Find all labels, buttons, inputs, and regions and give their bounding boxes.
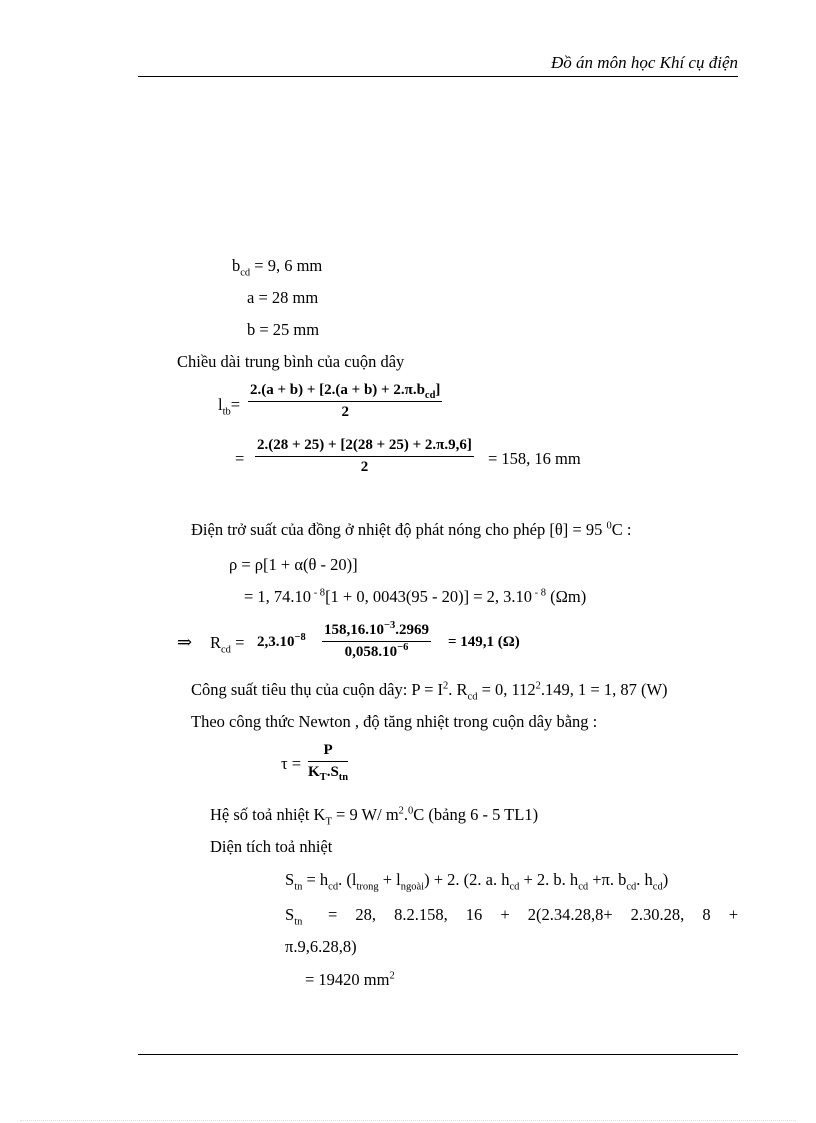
rcd-coef-sup: −8 [294, 632, 306, 643]
area-f-c-sub: ngoài [400, 881, 425, 893]
ltb-formula-fraction [248, 382, 442, 421]
page-header-title: Đồ án môn học Khí cụ điện [551, 53, 738, 72]
ltb-intro: Chiều dài trung bình của cuộn dây [177, 352, 405, 371]
implies-arrow: ⇒ [177, 632, 193, 652]
rcd-denominator [322, 642, 431, 661]
rcd-den-sup: −6 [397, 642, 409, 653]
tau-den-k-sub: T [319, 772, 327, 783]
resist-intro-end: C : [611, 520, 632, 539]
area-f-e-sub: cd [578, 881, 589, 893]
rcd-num-text: 158,16.10 [324, 622, 384, 638]
rho-calc-sup2: - 8 [532, 587, 547, 599]
power-sub: cd [467, 691, 478, 703]
area-f-g-sub: cd [652, 881, 663, 893]
ltb-eq: = [230, 395, 241, 414]
kt-text4: C (bảng 6 - 5 TL1) [413, 805, 539, 824]
area-intro: Diện tích toả nhiệt [210, 837, 333, 856]
rcd-var [210, 633, 245, 656]
rho-calc-sup1: - 8 [311, 587, 326, 599]
rcd-num-end: .2969 [395, 622, 429, 638]
area-f-e: + 2. b. h [519, 870, 579, 889]
area-calc-s-sub: tn [294, 916, 303, 928]
tau-numerator: P [308, 742, 348, 762]
ltb-calc-eq: = [235, 449, 245, 468]
ltb-formula-num-text: 2.(a + b) + [2.(a + b) + 2.π.b [250, 382, 425, 398]
bcd-value: = 9, 6 mm [254, 256, 323, 275]
tau-denominator [308, 762, 348, 781]
kt-line [210, 805, 539, 828]
ltb-formula-num-end: ] [435, 382, 441, 398]
area-f-d-sub: cd [509, 881, 520, 893]
power-line [191, 680, 668, 703]
ltb-formula-num-sub: cd [424, 390, 436, 401]
area-calc-cont: π.9,6.28,8) [285, 937, 357, 956]
tau-fraction [308, 742, 348, 781]
rcd-num-sup: −3 [384, 620, 396, 631]
area-f-b: . (l [338, 870, 357, 889]
rho-calc [244, 587, 586, 607]
area-formula [285, 870, 669, 893]
resist-intro [191, 520, 631, 540]
ltb-formula-denominator: 2 [341, 404, 349, 420]
kt-text3: . [403, 805, 409, 824]
area-result-sup: 2 [389, 970, 395, 982]
header-rule [138, 76, 738, 77]
ltb-result: = 158, 16 mm [488, 449, 581, 468]
area-calc-line: = 28, 8.2.158, 16 + 2(2.34.28,8+ 2.30.28, 8 + [328, 905, 738, 924]
area-f-h: ) [662, 870, 669, 889]
area-f-d: ) + 2. (2. a. h [424, 870, 510, 889]
area-f-a-sub: cd [328, 881, 339, 893]
power-text3: = 0, 112 [477, 680, 536, 699]
kt-sup2: 0 [408, 805, 414, 817]
ltb-symbol: l [218, 395, 223, 414]
rcd-coef-text: 2,3.10 [257, 634, 295, 650]
bcd-line [232, 256, 323, 279]
newton-intro: Theo công thức Newton , độ tăng nhiệt trong cuộn dây bằng : [191, 712, 598, 731]
power-text2: . R [448, 680, 468, 699]
power-sup1: 2 [443, 680, 449, 692]
area-result [305, 970, 395, 990]
area-calc-symbol [285, 905, 303, 928]
area-f-c: + l [378, 870, 401, 889]
power-text1: Công suất tiêu thụ của cuộn dây: P = I [191, 680, 444, 699]
tau-den-s: .S [326, 764, 339, 780]
rcd-den-text: 0,058.10 [344, 644, 398, 660]
ltb-formula-numerator [248, 382, 442, 402]
rcd-sub: cd [221, 644, 231, 656]
ltb-var [218, 395, 241, 418]
rcd-coefficient [257, 634, 306, 651]
resist-intro-sup: 0 [606, 520, 612, 532]
rcd-fraction [322, 622, 431, 661]
bcd-sub: cd [240, 267, 251, 279]
rho-calc-part2: [1 + 0, 0043(95 - 20)] = 2, 3.10 [325, 587, 533, 606]
rcd-symbol: R [210, 633, 222, 652]
ltb-sub: tb [222, 406, 231, 418]
resist-intro-text: Điện trở suất của đồng ở nhiệt độ phát nóng cho phép [θ] = 95 [191, 520, 607, 539]
footer-rule [138, 1054, 738, 1055]
area-f-f: +π. b [588, 870, 627, 889]
kt-sub: T [325, 816, 332, 828]
area-calc-s: S [285, 905, 295, 924]
rho-formula: ρ = ρ[1 + α(θ - 20)] [229, 555, 358, 574]
area-f-b-sub: trong [356, 881, 379, 893]
ltb-calc-numerator: 2.(28 + 25) + [2(28 + 25) + 2.π.9,6] [255, 437, 474, 457]
area-f-g: . h [636, 870, 653, 889]
page-bottom-edge [20, 1120, 796, 1121]
power-sup2: 2 [535, 680, 541, 692]
kt-text1: Hệ số toả nhiệt K [210, 805, 326, 824]
power-text4: .149, 1 = 1, 87 (W) [540, 680, 668, 699]
rho-calc-unit: (Ωm) [546, 587, 587, 606]
b-line: b = 25 mm [247, 320, 320, 339]
ltb-calc-denominator: 2 [360, 459, 369, 475]
a-line: a = 28 mm [247, 288, 319, 307]
rcd-numerator [322, 622, 431, 642]
rho-calc-part1: = 1, 74.10 [244, 587, 312, 606]
tau-den-s-sub: tn [338, 772, 349, 783]
kt-text2: = 9 W/ m [331, 805, 399, 824]
rcd-result: = 149,1 (Ω) [448, 634, 520, 650]
area-f-s: S [285, 870, 295, 889]
area-f-f-sub: cd [626, 881, 637, 893]
area-result-text: = 19420 mm [305, 970, 390, 989]
ltb-calc-fraction [255, 437, 474, 476]
tau-eq: τ = [281, 754, 302, 773]
rcd-eq: = [235, 633, 245, 652]
kt-sup1: 2 [398, 805, 404, 817]
bcd-var: b [232, 256, 241, 275]
area-f-s-sub: tn [294, 881, 303, 893]
tau-den-k: K [308, 764, 320, 780]
area-f-a: = h [302, 870, 329, 889]
